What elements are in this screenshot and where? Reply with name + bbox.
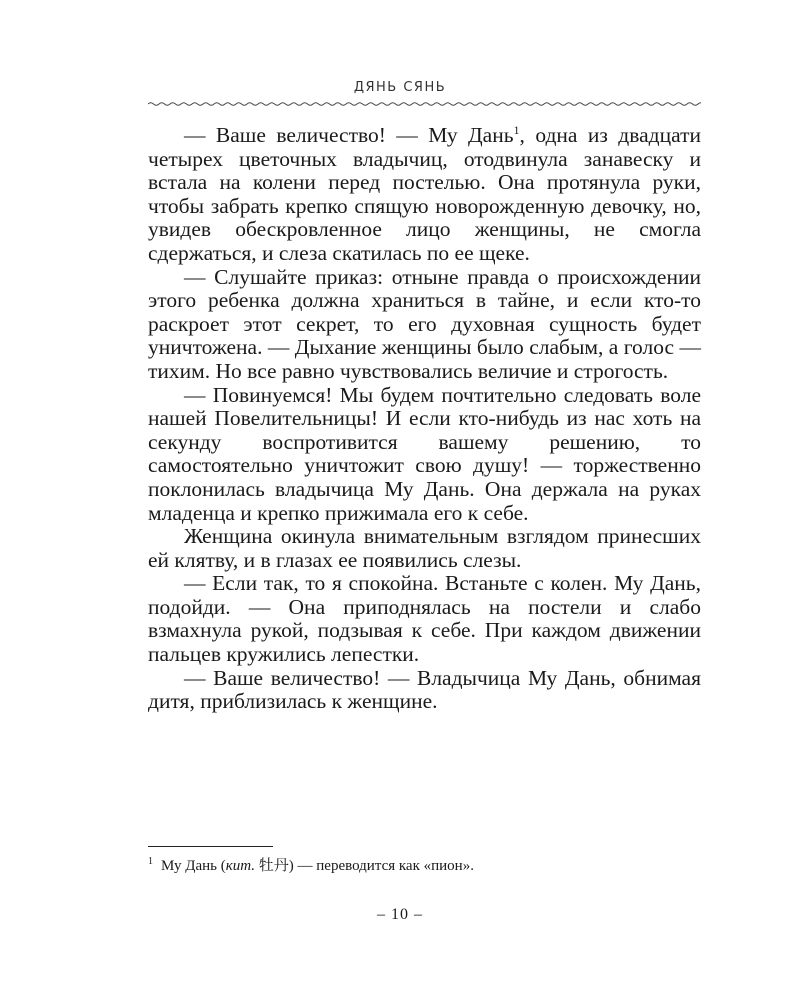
footnote-number: 1: [148, 856, 153, 867]
paragraph: — Если так, то я спокойна. Встаньте с колен. Му Дань, подойди. — Она приподнялась на постели и слабо взмахнула рукой, подзывая к себе. При каждом движении пальцев кружились лепестки.: [148, 571, 701, 667]
paragraph: — Ваше величество! — Владычица Му Дань, обнимая дитя, приблизилась к женщине.: [148, 665, 701, 714]
chinese-characters: 牡丹: [255, 858, 289, 874]
wavy-rule-ornament: [148, 100, 701, 108]
body-text: [148, 124, 701, 714]
footnote-reference: 1: [513, 122, 520, 137]
running-head: ДЯНЬ СЯНЬ: [353, 80, 447, 95]
language-abbreviation: кит.: [225, 858, 256, 874]
paragraph: Женщина окинула внимательным взглядом принесших ей клятву, и в глазах ее появились слезы.: [148, 524, 701, 572]
paragraph: — Повинуемся! Мы будем почтительно следовать воле нашей Повелительницы! И если кто-нибудь из нас хоть на секунду воспротивится вашему решению, то самостоятельно уничтожит свою душу! — торжественно поклонилась владычица Му Дань. Она держала на руках младенца и крепко прижимала его к себе.: [148, 382, 701, 525]
footnote-separator: [148, 846, 273, 847]
footnote: $^1$ Му Дань (кит. 牡丹) — переводится как «пион».: [148, 856, 474, 874]
paragraph: — Слушайте приказ: отныне правда о происхождении этого ребенка должна храниться в тайне, и если кто-то раскроет этот секрет, то его духовная сущность будет уничтожена. — Дыхание женщины было слабым, а голос — тихим. Но все равно чувствовались величие и строгость.: [148, 264, 701, 383]
page-number: – 10 –: [377, 906, 423, 923]
paragraph: — Ваше величество! — Му Дань$^1$, одна из двадцати четырех цветочных владычиц, отодвинула занавеску и встала на колени перед постелью. Она протянула руки, чтобы забрать крепко спящую новорожденную девочку, но, увидев обескровленное лицо женщины, не смогла сдержаться, и слеза скатилась по ее щеке.: [148, 122, 701, 265]
